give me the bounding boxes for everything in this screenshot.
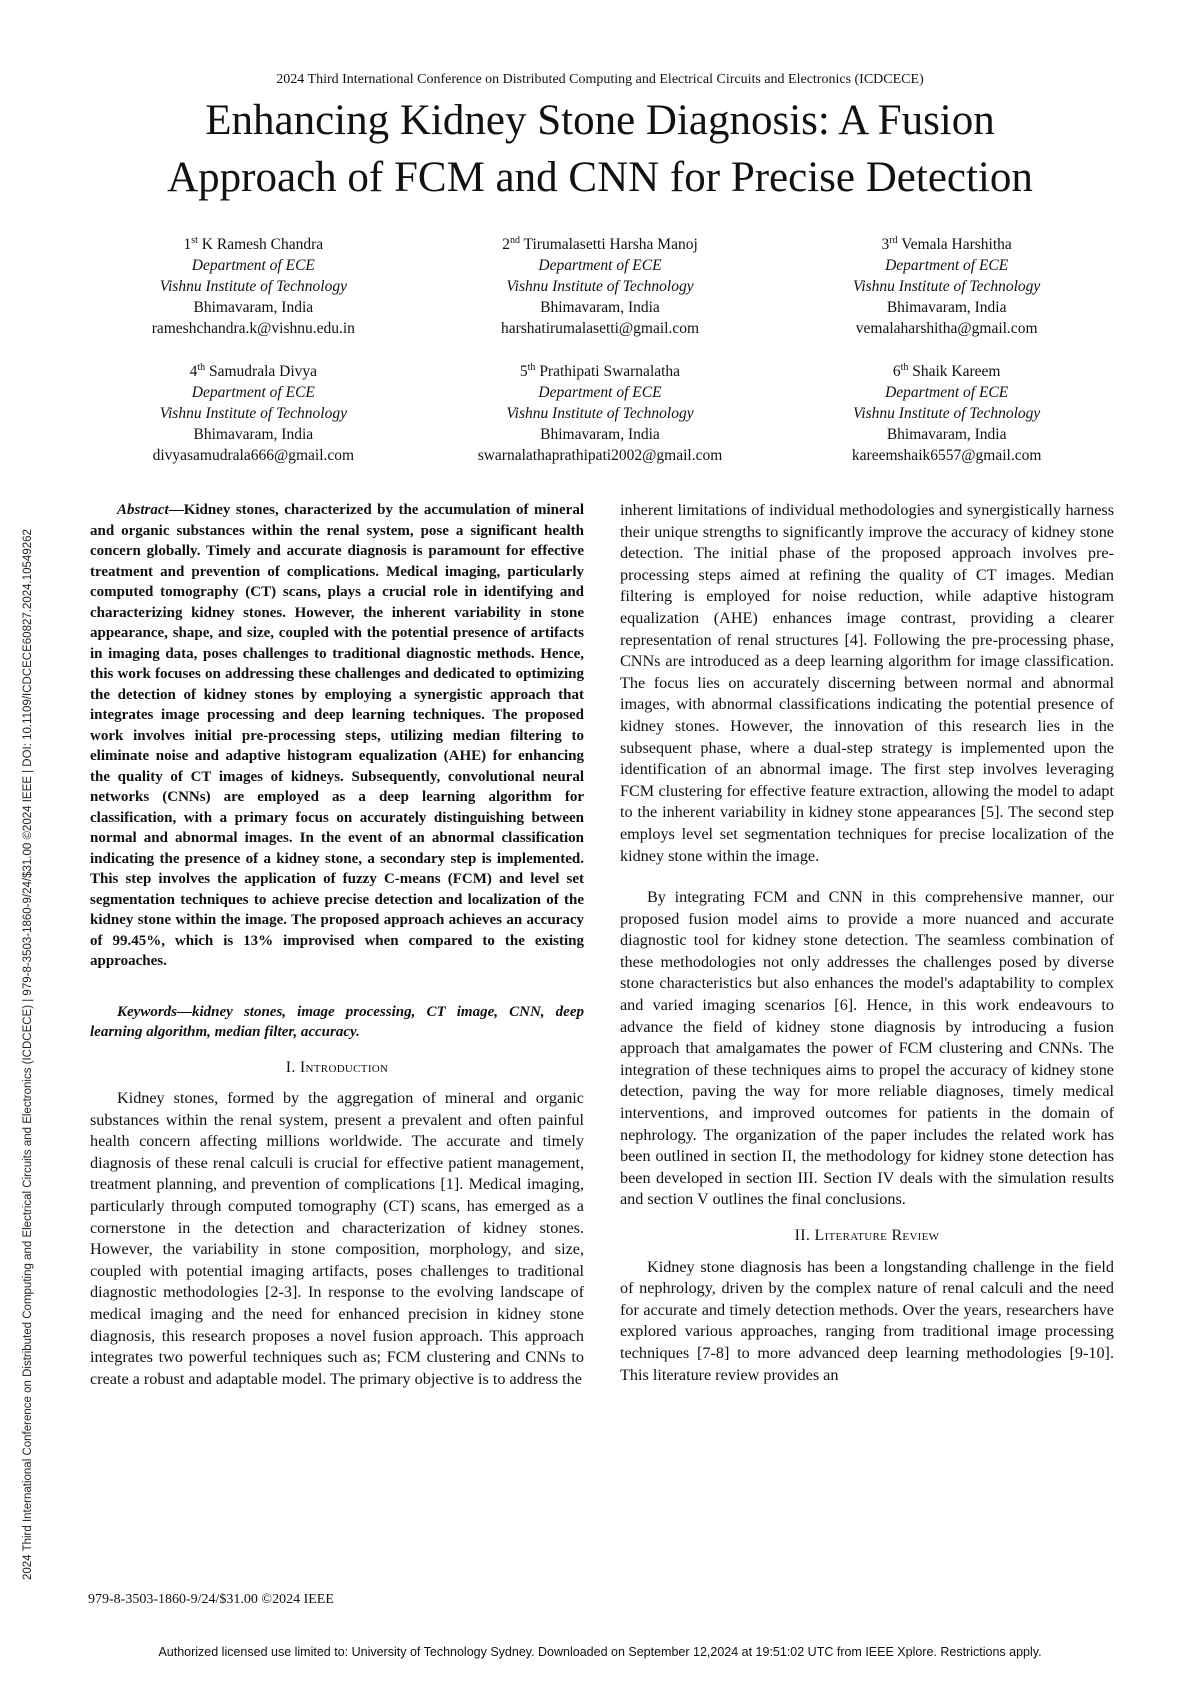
paragraph: Kidney stone diagnosis has been a longstanding challenge in the field of nephrology, driven by the complex nature of renal calculi and the need for accurate and timely detection methods. Over the years, researchers have explored various approaches, ranging from traditional image processing techniques [7-8] to more advanced deep learning methodologies [9-10]. This literature review provides an [620,1257,1114,1384]
author-ordinal-suffix: rd [889,235,898,246]
author-department: Department of ECE [538,384,662,402]
author-department: Department of ECE [191,384,315,402]
author-email[interactable]: swarnalathaprathipati2002@gmail.com [477,447,723,465]
author-3 [773,230,1120,339]
keywords-lead: Keywords [117,1003,177,1020]
author-city: Bhimavaram, India [886,299,1007,317]
author-ordinal: 4 [189,363,198,381]
section-heading-introduction: I. Introduction [285,1058,389,1076]
author-email[interactable]: vemalaharshitha@gmail.com [855,320,1038,338]
author-institution: Vishnu Institute of Technology [506,278,694,296]
author-institution: Vishnu Institute of Technology [159,405,347,423]
author-institution: Vishnu Institute of Technology [159,278,347,296]
author-block [80,230,1120,466]
author-ordinal: 6 [892,363,901,381]
abstract-body: —Kidney stones, characterized by the accumulation of mineral and organic substances within the renal system, pose a significant health concern globally. Timely and accurate diagnosis is paramount for effective treatment and prevention of complications. Medical imaging, particularly computed tomography (CT) scans, plays a crucial role in identifying and characterizing kidney stones. However, the inherent variability in stone appearance, shape, and size, coupled with the potential presence of artifacts in imaging data, poses challenges to traditional diagnostic methods. Hence, this work focuses on addressing these challenges and dedicated to optimizing the detection of kidney stones by employing a synergistic approach that integrates image processing and deep learning techniques. The proposed work involves initial pre-processing steps, utilizing median filtering to eliminate noise and adaptive histogram equalization (AHE) for enhancing the quality of CT images of kidneys. Subsequently, convolutional neural networks (CNNs) are employed as a deep learning algorithm for classification, with a primary focus on accurately distinguishing between normal and abnormal images. In the event of an abnormal classification indicating the presence of a kidney stone, a secondary step is implemented. This step involves the application of fuzzy C-means (FCM) and level set segmentation techniques to achieve precise detection and localization of the kidney stone within the image. The proposed approach achieves an accuracy of 99.45%, which is 13% improvised when compared to the existing approaches. [90,502,584,969]
author-institution: Vishnu Institute of Technology [506,405,694,423]
author-5 [427,357,774,466]
author-city: Bhimavaram, India [540,426,660,444]
author-department: Department of ECE [538,257,662,275]
author-name: Shaik Kareem [908,363,1001,381]
author-name: Prathipati Swarnalatha [535,363,681,381]
author-ordinal: 5 [519,363,528,381]
title-line-2: Approach of FCM and CNN for Precise Detection [167,154,1033,201]
author-email[interactable]: rameshchandra.k@vishnu.edu.in [151,320,355,338]
author-institution: Vishnu Institute of Technology [853,278,1041,296]
author-2 [427,230,774,339]
author-email[interactable]: harshatirumalasetti@gmail.com [500,320,700,338]
left-column [90,500,584,1390]
author-name: Vemala Harshitha [897,236,1012,254]
author-6 [773,357,1120,466]
paragraph: By integrating FCM and CNN in this comprehensive manner, our proposed fusion model aims to provide a more nuanced and accurate diagnostic tool for kidney stone detection. The seamless combination of these methodologies not only addresses the challenges posed by diverse stone characteristics but also enhances the model's adaptability to complex and varied imaging scenarios [6]. Hence, in this work endeavours to advance the field of kidney stone diagnosis by introducing a fusion approach that amalgamates the power of FCM clustering and CNNs. The integration of these techniques aims to propel the accuracy of kidney stone detection, paving the way for more reliable diagnoses, timely medical interventions, and improved outcomes for patients in the domain of nephrology. The organization of the paper includes the related work has been outlined in section II, the methodology for kidney stone detection has been developed in section III. Section IV deals with the simulation results and section V outlines the final conclusions. [620,888,1114,1209]
footer-copyright: 979-8-3503-1860-9/24/$31.00 ©2024 IEEE [88,1592,334,1607]
author-department: Department of ECE [885,257,1009,275]
authorization-notice: Authorized licensed use limited to: University of Technology Sydney. Downloaded on September 12,2024 at 19:51:02 UTC from IEEE Xplore. Restrictions apply. [158,1645,1042,1659]
author-institution: Vishnu Institute of Technology [853,405,1041,423]
author-ordinal: 1 [183,236,192,254]
author-department: Department of ECE [885,384,1009,402]
author-city: Bhimavaram, India [193,299,314,317]
author-city: Bhimavaram, India [886,426,1007,444]
author-ordinal-suffix: nd [509,235,520,246]
author-email[interactable]: kareemshaik6557@gmail.com [851,447,1042,465]
right-column [620,500,1114,1386]
author-ordinal-suffix: th [527,362,536,374]
title-line-1: Enhancing Kidney Stone Diagnosis: A Fusion [205,97,995,144]
author-name: K Ramesh Chandra [197,236,324,254]
author-ordinal: 2 [502,236,510,254]
author-1 [80,230,427,339]
side-margin-citation: 2024 Third International Conference on Distributed Computing and Electrical Circuits and Electronics (ICDCECE) | 979-8-3503-1860-9/24/$31.00 ©2024 IEEE | DOI: 10.1109/ICDCECE60827.2024.10549262 [22,529,34,1580]
author-name: Samudrala Divya [205,363,318,381]
paper-title [60,92,1140,206]
author-ordinal-suffix: th [900,362,909,374]
author-city: Bhimavaram, India [540,299,660,317]
keywords [90,1002,584,1043]
author-4 [80,357,427,466]
abstract-lead: Abstract [117,502,169,518]
author-name: Tirumalasetti Harsha Manoj [519,236,698,254]
section-heading-literature-review: II. Literature Review [794,1227,940,1244]
author-ordinal-suffix: th [197,362,206,374]
author-ordinal-suffix: st [191,235,198,246]
author-email[interactable]: divyasamudrala666@gmail.com [152,447,355,465]
abstract [90,500,584,972]
conference-header: 2024 Third International Conference on Distributed Computing and Electrical Circuits and Electronics (ICDCECE) [276,72,924,87]
paragraph: inherent limitations of individual methodologies and synergistically harness their unique strengths to significantly improve the accuracy of kidney stone detection. The initial phase of the proposed approach involves pre-processing steps aimed at refining the quality of CT images. Median filtering is employed for noise reduction, while adaptive histogram equalization (AHE) enhances image contrast, providing a clearer representation of renal structures [4]. Following the pre-processing phase, CNNs are introduced as a deep learning algorithm for image classification. The focus lies on accurately discerning between normal and abnormal images, with abnormal classifications indicating the potential presence of kidney stones. However, the innovation of this research lies in the subsequent phase, where a dual-step strategy is implemented upon the identification of an abnormal image. The first step involves leveraging FCM clustering for effective feature extraction, allowing the model to adapt to the inherent variability in kidney stone appearances [5]. The second step employs level set segmentation techniques for precise localization of the kidney stone within the image. [620,501,1114,865]
keywords-body: —kidney stones, image processing, CT image, CNN, deep learning algorithm, median filter, accuracy. [90,1003,584,1040]
author-department: Department of ECE [191,257,315,275]
author-city: Bhimavaram, India [193,426,314,444]
paragraph: Kidney stones, formed by the aggregation of mineral and organic substances within the renal system, present a prevalent and often painful health concern affecting millions worldwide. The accurate and timely diagnosis of these renal calculi is crucial for effective patient management, treatment planning, and prevention of complications [1]. Medical imaging, particularly through computed tomography (CT) scans, has emerged as a cornerstone in the detection and characterization of kidney stones. However, the variability in stone composition, morphology, and size, coupled with potential imaging artifacts, poses challenges to traditional diagnostic methodologies [2-3]. In response to the evolving landscape of medical imaging and the need for enhanced precision in kidney stone diagnosis, this research proposes a novel fusion approach. This approach integrates two powerful techniques such as; FCM clustering and CNNs to create a robust and adaptable model. The primary objective is to address the [90,1089,584,1388]
author-ordinal: 3 [881,236,890,254]
